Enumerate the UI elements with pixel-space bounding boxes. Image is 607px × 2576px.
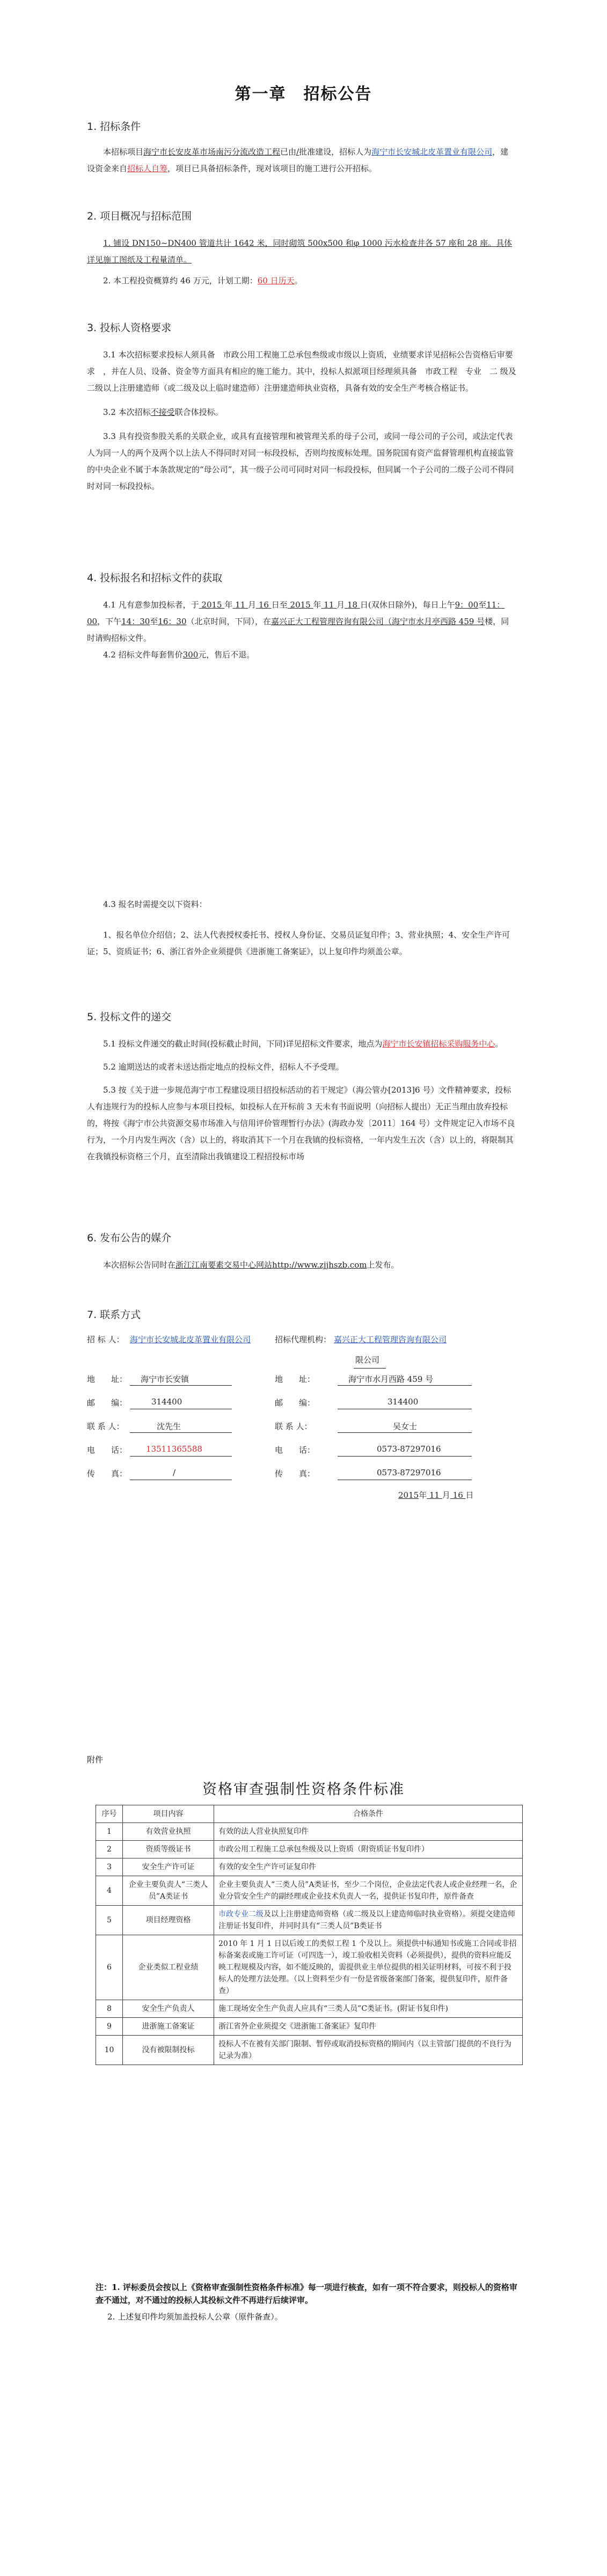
qualification-table xyxy=(96,1805,523,2065)
tenderer-name: 海宁市长安城北皮革置业有限公司 xyxy=(371,147,493,157)
contact-right: 吴女士 xyxy=(393,1422,418,1431)
section-4-body: 4.1 凡有意参加投标者，于 2015 年 11 月 16 日至 2015 年 11 月 18 日(双休日除外)，每日上午9：00至11：00，下午14：30至16：30（北京时间，下同），在嘉兴正大工程管理咨询有限公司（海宁市水月亭西路 459 号楼，同时请购招标文件。 4.2 招标文件每套售价300元，售后不退。 xyxy=(87,600,509,660)
table-row: 5 项目经理资格 市政专业二级及以上注册建造师资格（或二级及以上建造师临时执业资格）。须提交建造师注册证书复印件，并同时具有“三类人员”B类证书 xyxy=(96,1906,523,1935)
table-row: 10 没有被限制投标 投标人不在被有关部门限制、暂停或取消投标资格的期间内（以主管部门提供的不良行为记录为准） xyxy=(96,2036,523,2065)
section-6-body: 本次招标公告同时在浙江江南要素交易中心网站http://www.zjjhszb.com上发布。 xyxy=(103,1260,399,1270)
table-row: 6 企业类似工程业绩 2010 年 1 月 1 日以后竣工的类似工程 1 个及以上。须提供中标通知书或施工合同或非招标备案表或施工许可证（可四选一），竣工验收相关资料（必须提供），提供的资料应能反映工程规模及内容，如不能反映的，需提供业主单位提供的相关证明材料，可按不利于投标人的处理方法处理。（以上资料至少有一份是省级备案部门备案，提供复印件，原件备查） xyxy=(96,1935,523,2000)
header-no: 序号 xyxy=(96,1805,123,1823)
fax-right: 0573-87297016 xyxy=(377,1468,441,1477)
chapter-title: 第一章 招标公告 xyxy=(235,85,372,104)
contact-left: 沈先生 xyxy=(157,1422,181,1431)
section-1-heading: 1. 招标条件 xyxy=(87,121,141,133)
table-row: 1 有效营业执照 有效的法人营业执照复印件 xyxy=(96,1823,523,1841)
approver: / xyxy=(296,147,299,157)
joint-venture: 不接受 xyxy=(150,407,175,417)
section-5-body: 5.1 投标文件递交的截止时间(投标截止时间，下同)详见招标文件要求，地点为海宁市长安镇招标采购服务中心。 5.2 逾期送达的或者未送达指定地点的投标文件，招标人不予受理。 5.3 按《关于进一步规范海宁市工程建设项目招投标活动的若干规定》（海公管办[2013]6 号）文件精神要求，投标人有违规行为的投标人应参与本项目投标，如投标人在开标前 3 天未有书面说明（向招标人提出）无正当理由放弃投标的，将按《海宁市公共资源交易市场准入与信用评价管理暂行办法》(海政办发〔2011〕164 号）文件规定记入市场不良行为，一个月内发生两次（含）以上的，将取消其下一个月在我镇的投标资格，一年内发生五次（含）以上的，将限制其在我镇投标资格三个月，直至清除出我镇建设工程招投标市场 xyxy=(87,1039,515,1161)
address-right: 海宁市水月西路 459 号 xyxy=(348,1374,434,1384)
section-2-body: 1. 铺设 DN150~DN400 管道共计 1642 米，同时砌筑 500x500 和φ 1000 污水检查井各 57 座和 28 座。具体详见施工图纸及工程量清单。 2. 本工程投资概算约 46 万元，计划工期：60 日历天。 xyxy=(87,235,516,289)
table-row: 4 企业主要负责人“三类人员”A类证书 企业主要负责人“三类人员”A类证书，至少二个岗位，企业法定代表人或企业经理一名，企业分管安全生产的副经理或企业技术负责人一名，提供证书复印件，原件备查 xyxy=(96,1876,523,1906)
annex-title: 资格审查强制性资格条件标准 xyxy=(202,1781,405,1798)
section-4-heading: 4. 投标报名和招标文件的获取 xyxy=(87,572,223,584)
section-6-heading: 6. 发布公告的媒介 xyxy=(87,1232,172,1244)
annex-note-1: 注：1. 评标委员会按以上《资格审查强制性资格条件标准》每一项进行核查，如有一项不符合要求，则投标人的资格审查不通过，对不通过的投标人其投标文件不再进行后续评审。 xyxy=(96,2282,517,2305)
address-left: 海宁市长安镇 xyxy=(141,1374,189,1384)
funding-source: 招标人自筹 xyxy=(127,164,168,173)
contact-block: 招 标 人： 海宁市长安城北皮革置业有限公司 招标代理机构： 嘉兴正大工程管理咨询有限公司 限公司 地 址： 海宁市长安镇 地 址： 海宁市水月西路 459 号 邮 编： 314400 邮 编： 314400 联 系 人： 沈先生 联 系 人： 吴女士 电 话： 13511365588 电 话： 0573-87297016 传 真： / 传 真： 0573-87297016 2015年 11 月 16 日 xyxy=(87,1335,474,1500)
price: 300 xyxy=(182,650,199,660)
req-3-1: 3.1 本次招标要求投标人须具备 市政公用工程施工总承包叁级或市级以上资质，业绩要求详见招标公告资格后审要求 ，并在人员、设备、资金等方面具有相应的施工能力。其中，投标人拟派项目经理须具备 市政工程 专业 二 级及二级以上注册建造师（或二级及以上临时建造师）注册建造师执业资格，具备有效的安全生产考核合格证书。 xyxy=(87,350,516,393)
scope-item-1: 1. 铺设 DN150~DN400 管道共计 1642 米，同时砌筑 500x500 和φ 1000 污水检查井各 57 座和 28 座。具体详见施工图纸及工程量清单。 xyxy=(87,238,513,265)
submission-location: 海宁市长安镇招标采购服务中心 xyxy=(382,1039,495,1049)
tenderer-org: 海宁市长安城北皮革置业有限公司 xyxy=(130,1335,251,1344)
section-4-3: 4.3 报名时需提交以下资料： 1、报名单位介绍信；2、法人代表授权委托书、授权人身份证、交易员证复印件；3、营业执照；4、安全生产许可证；5、资质证书；6、浙江省外企业须提供《进浙施工备案证》，以上复印件均须盖公章。 xyxy=(87,896,516,960)
section-3-heading: 3. 投标人资格要求 xyxy=(87,322,172,334)
table-row: 9 进浙施工备案证 浙江省外企业须提交《进浙施工备案证》复印件 xyxy=(96,2018,523,2036)
fax-left: / xyxy=(173,1468,176,1477)
zip-right: 314400 xyxy=(387,1397,419,1407)
table-row: 8 安全生产负责人 施工现场安全生产负责人应具有“三类人员”C类证书。(附证书复印件) xyxy=(96,2000,523,2018)
notice-date: 2015年 11 月 16 日 xyxy=(398,1490,474,1500)
venue: 嘉兴正大工程管理咨询有限公司（海宁市水月亭西路 459 号 xyxy=(271,617,485,626)
phone-right: 0573-87297016 xyxy=(377,1444,441,1454)
registration-documents: 1、报名单位介绍信；2、法人代表授权委托书、授权人身份证、交易员证复印件；3、营业执照；4、安全生产许可证；5、资质证书；6、浙江省外企业须提供《进浙施工备案证》，以上复印件均须盖公章。 xyxy=(87,930,510,956)
phone-left: 13511365588 xyxy=(146,1444,202,1454)
annex-note-2: 2. 上述复印件均须加盖投标人公章（原件备查）。 xyxy=(107,2312,283,2322)
req-3-3: 3.3 具有投资参股关系的关联企业，或具有直接管理和被管理关系的母子公司，或同一母公司的子公司，或法定代表人为同一人的两个及两个以上法人不得同时对同一标段投标，否则均按废标处理。国务院国有资产监督管理机构直接监管的中央企业不属于本条款规定的“母公司”，其一级子公司可同时对同一标段投标，但同属一个子公司的二级子公司不得同时对同一标段投标。 xyxy=(87,431,514,491)
section-7-heading: 7. 联系方式 xyxy=(87,1309,141,1321)
section-2-heading: 2. 项目概况与招标范围 xyxy=(87,210,192,222)
annex-label: 附件 xyxy=(87,1755,104,1765)
publish-site[interactable]: 浙江江南要素交易中心网站 xyxy=(175,1260,273,1270)
section-5-heading: 5. 投标文件的递交 xyxy=(87,1011,172,1023)
table-row: 3 安全生产许可证 有效的安全生产许可证复印件 xyxy=(96,1858,523,1876)
header-condition: 合格条件 xyxy=(214,1805,523,1823)
project-name: 海宁市长安皮革市场南污分流改造工程 xyxy=(143,147,281,157)
section-3-body: 3.1 本次招标要求投标人须具备 市政公用工程施工总承包叁级或市级以上资质，业绩要求详见招标公告资格后审要求 ，并在人员、设备、资金等方面具有相应的施工能力。其中，投标人拟派项目经理须具备 市政工程 专业 二 级及二级以上注册建造师（或二级及以上临时建造师）注册建造师执业资格，具备有效的安全生产考核合格证书。 3.2 本次招标不接受联合体投标。 3.3 具有投资参股关系的关联企业，或具有直接管理和被管理关系的母子公司，或同一母公司的子公司，或法定代表人为同一人的两个及两个以上法人不得同时对同一标段投标，否则均按废标处理。国务院国有资产监督管理机构直接监管的中央企业不属于本条款规定的“母公司”，其一级子公司可同时对同一标段投标，但同属一个子公司的二级子公司不得同时对同一标段投标。 xyxy=(87,347,516,495)
agent-org: 嘉兴正大工程管理咨询有限公司 xyxy=(334,1335,447,1344)
publish-url[interactable]: http://www.zjjhszb.com xyxy=(272,1260,367,1270)
section-1-body: 本招标项目海宁市长安皮革市场南污分流改造工程已由/批准建设，招标人为海宁市长安城北皮革置业有限公司，建设资金来自招标人自筹，项目已具备招标条件，现对该项目的施工进行公开招标。 xyxy=(87,147,509,173)
table-row: 2 资质等级证书 市政公用工程施工总承包叁级及以上资质（附资质证书复印件） xyxy=(96,1841,523,1858)
header-item: 项目内容 xyxy=(123,1805,214,1823)
table-header-row xyxy=(96,1805,523,1823)
duration: 60 日历天 xyxy=(257,276,295,286)
zip-left: 314400 xyxy=(151,1397,182,1407)
